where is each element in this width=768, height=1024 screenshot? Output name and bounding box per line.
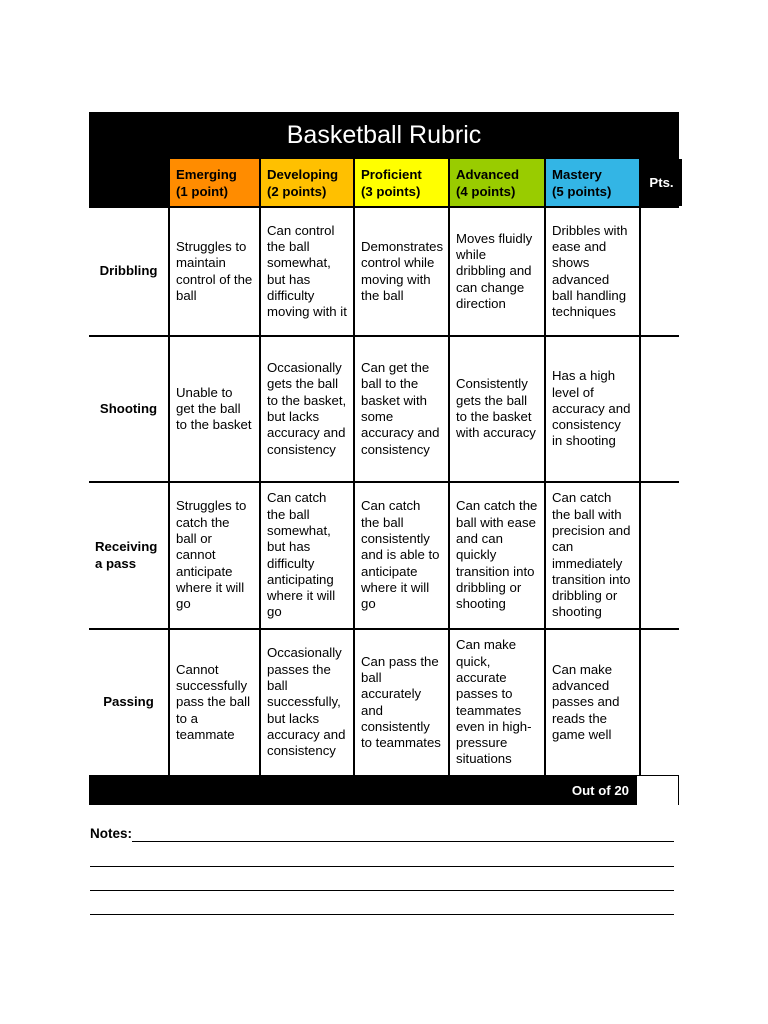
cell-shooting-developing: Occasionally gets the ball to the basket, but lacks accuracy and consistency	[261, 337, 353, 481]
header-points: Pts.	[641, 159, 682, 206]
row-label-shooting: Shooting	[89, 337, 168, 481]
header-advanced-points: (4 points)	[456, 183, 516, 199]
row-label-passing: Passing	[89, 630, 168, 775]
header-emerging-name: Emerging	[176, 166, 237, 182]
header-corner	[89, 159, 168, 206]
cell-passing-advanced: Can make quick, accurate passes to teammates even in high-pressure situations	[450, 630, 544, 775]
points-cell-dribbling[interactable]	[641, 208, 682, 335]
notes-blank-3[interactable]	[90, 890, 674, 891]
points-cell-passing[interactable]	[641, 630, 682, 775]
header-emerging-points: (1 point)	[176, 183, 229, 199]
notes-blank-4[interactable]	[90, 914, 674, 915]
cell-shooting-emerging: Unable to get the ball to the basket	[170, 337, 259, 481]
cell-dribbling-mastery: Dribbles with ease and shows advanced ball handling techniques	[546, 208, 639, 335]
cell-dribbling-advanced: Moves fluidly while dribbling and can change direction	[450, 208, 544, 335]
points-cell-receiving[interactable]	[641, 483, 682, 628]
cell-shooting-advanced: Consistently gets the ball to the basket with accuracy	[450, 337, 544, 481]
notes-blank-2[interactable]	[90, 866, 674, 867]
header-developing-name: Developing	[267, 166, 339, 182]
cell-dribbling-emerging: Struggles to maintain control of the ball	[170, 208, 259, 335]
rubric-grid	[89, 159, 679, 775]
cell-passing-proficient: Can pass the ball accurately and consistently to teammates	[355, 630, 448, 775]
points-cell-shooting[interactable]	[641, 337, 682, 481]
cell-dribbling-developing: Can control the ball somewhat, but has difficulty moving with it	[261, 208, 353, 335]
total-label: Out of 20	[571, 782, 629, 798]
cell-passing-developing: Occasionally passes the ball successfully, but lacks accuracy and consistency	[261, 630, 353, 775]
cell-shooting-proficient: Can get the ball to the basket with some accuracy and consistency	[355, 337, 448, 481]
notes-line-1	[90, 826, 674, 842]
cell-passing-mastery: Can make advanced passes and reads the game well	[546, 630, 639, 775]
header-mastery-points: (5 points)	[552, 183, 612, 199]
cell-receiving-emerging: Struggles to catch the ball or cannot anticipate where it will go	[170, 483, 259, 628]
cell-passing-emerging: Cannot successfully pass the ball to a teammate	[170, 630, 259, 775]
rubric-table	[89, 112, 679, 805]
header-mastery	[546, 159, 639, 206]
total-row	[89, 775, 679, 805]
header-proficient-name: Proficient	[361, 166, 422, 182]
row-label-receiving: Receiving a pass	[89, 483, 168, 628]
header-mastery-name: Mastery	[552, 166, 602, 182]
cell-receiving-developing: Can catch the ball somewhat, but has difficulty anticipating where it will go	[261, 483, 353, 628]
notes-label: Notes:	[90, 826, 133, 841]
notes-blank-1[interactable]	[132, 826, 674, 842]
row-label-dribbling: Dribbling	[89, 208, 168, 335]
header-proficient	[355, 159, 448, 206]
header-developing-points: (2 points)	[267, 183, 327, 199]
header-emerging	[170, 159, 259, 206]
cell-receiving-advanced: Can catch the ball with ease and can quickly transition into dribbling or shooting	[450, 483, 544, 628]
cell-receiving-mastery: Can catch the ball with precision and can immediately transition into dribbling or shooting	[546, 483, 639, 628]
total-points-box[interactable]	[637, 776, 678, 805]
cell-shooting-mastery: Has a high level of accuracy and consistency in shooting	[546, 337, 639, 481]
header-developing	[261, 159, 353, 206]
rubric-title: Basketball Rubric	[286, 121, 482, 149]
cell-dribbling-proficient: Demonstrates control while moving with the ball	[355, 208, 448, 335]
header-advanced-name: Advanced	[456, 166, 520, 182]
header-advanced	[450, 159, 544, 206]
cell-receiving-proficient: Can catch the ball consistently and is able to anticipate where it will go	[355, 483, 448, 628]
header-proficient-points: (3 points)	[361, 183, 421, 199]
